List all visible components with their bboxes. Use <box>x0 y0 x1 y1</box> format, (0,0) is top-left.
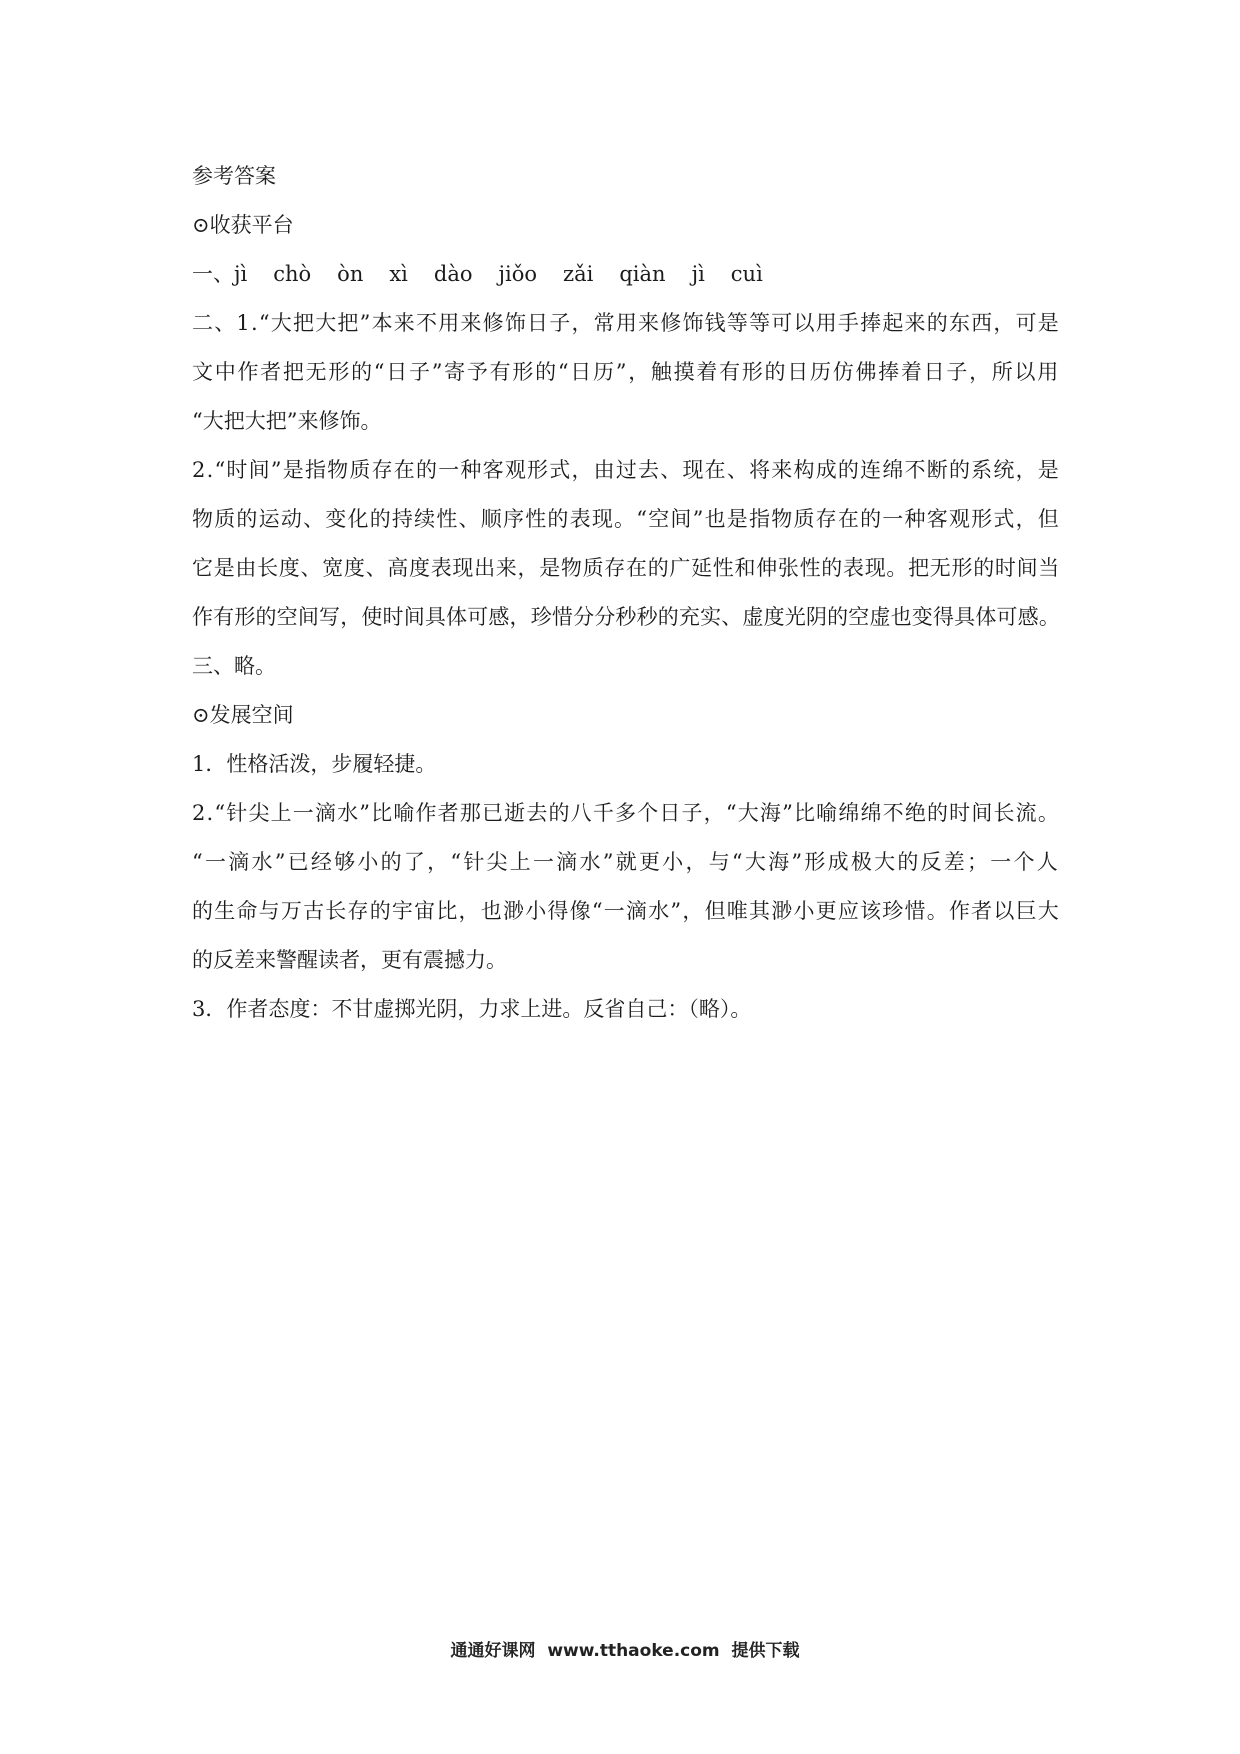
answer-line-text: 它是由长度、宽度、高度表现出来，是物质存在的广延性和伸张性的表现。把无形的时间当 <box>192 556 1060 580</box>
answer-line-text: 作有形的空间写，使时间具体可感，珍惜分分秒秒的充实、虚度光阴的空虚也变得具体可感。 <box>192 605 1060 629</box>
pinyin-syllable: òn <box>337 262 364 286</box>
page-footer-source: 通通好课网 www.tthaoke.com 提供下载 <box>450 1641 800 1661</box>
answer-line: 三、略。 <box>192 654 276 678</box>
section-heading-development: ⊙发展空间 <box>192 703 294 727</box>
answer-line <box>192 544 1060 593</box>
answer-line <box>192 348 1060 397</box>
answer-line-text: 二、1.“大把大把”本来不用来修饰日子，常用来修饰钱等等可以用手捧起来的东西，可是 <box>192 311 1060 335</box>
answer-line <box>192 593 1060 642</box>
page-title: 参考答案 <box>192 164 276 188</box>
answer-line-text: 物质的运动、变化的持续性、顺序性的表现。“空间”也是指物质存在的一种客观形式，但 <box>192 507 1060 531</box>
pinyin-syllable: zǎi <box>563 262 594 286</box>
answer-document <box>192 152 1060 1034</box>
answer-line-text: 2.“针尖上一滴水”比喻作者那已逝去的八千多个日子，“大海”比喻绵绵不绝的时间长流。 <box>192 801 1060 825</box>
pinyin-syllable: chò <box>273 262 312 286</box>
answer-line: 3．作者态度：不甘虚掷光阴，力求上进。反省自己：（略）。 <box>192 997 752 1021</box>
pinyin-syllable: jì <box>691 262 705 286</box>
pinyin-syllable: jiǒo <box>498 262 538 286</box>
answer-line-text: 文中作者把无形的“日子”寄予有形的“日历”，触摸着有形的日历仿佛捧着日子，所以用 <box>192 360 1060 384</box>
answer-line <box>192 887 1060 936</box>
answer-line-text: “一滴水”已经够小的了，“针尖上一滴水”就更小，与“大海”形成极大的反差；一个人 <box>192 850 1060 874</box>
answer-line-text: 2.“时间”是指物质存在的一种客观形式，由过去、现在、将来构成的连绵不断的系统，是 <box>192 458 1060 482</box>
answer-line <box>192 838 1060 887</box>
pinyin-syllable: xì <box>389 262 408 286</box>
pinyin-syllable: cuì <box>730 262 763 286</box>
pinyin-syllable: jì <box>234 262 248 286</box>
answer-line: 的反差来警醒读者，更有震撼力。 <box>192 948 507 972</box>
section-heading-harvest: ⊙收获平台 <box>192 213 294 237</box>
answer-line <box>192 446 1060 495</box>
pinyin-answer-line <box>192 250 1060 299</box>
answer-line: “大把大把”来修饰。 <box>192 409 382 433</box>
answer-line <box>192 789 1060 838</box>
answer-line-text: 的生命与万古长存的宇宙比，也渺小得像“一滴水”，但唯其渺小更应该珍惜。作者以巨大 <box>192 899 1060 923</box>
answer-line <box>192 299 1060 348</box>
answer-line <box>192 495 1060 544</box>
pinyin-syllable: dào <box>433 262 473 286</box>
answer-line: 1．性格活泼，步履轻捷。 <box>192 752 437 776</box>
question-number: 一、 <box>192 262 234 286</box>
pinyin-syllable: qiàn <box>619 262 666 286</box>
